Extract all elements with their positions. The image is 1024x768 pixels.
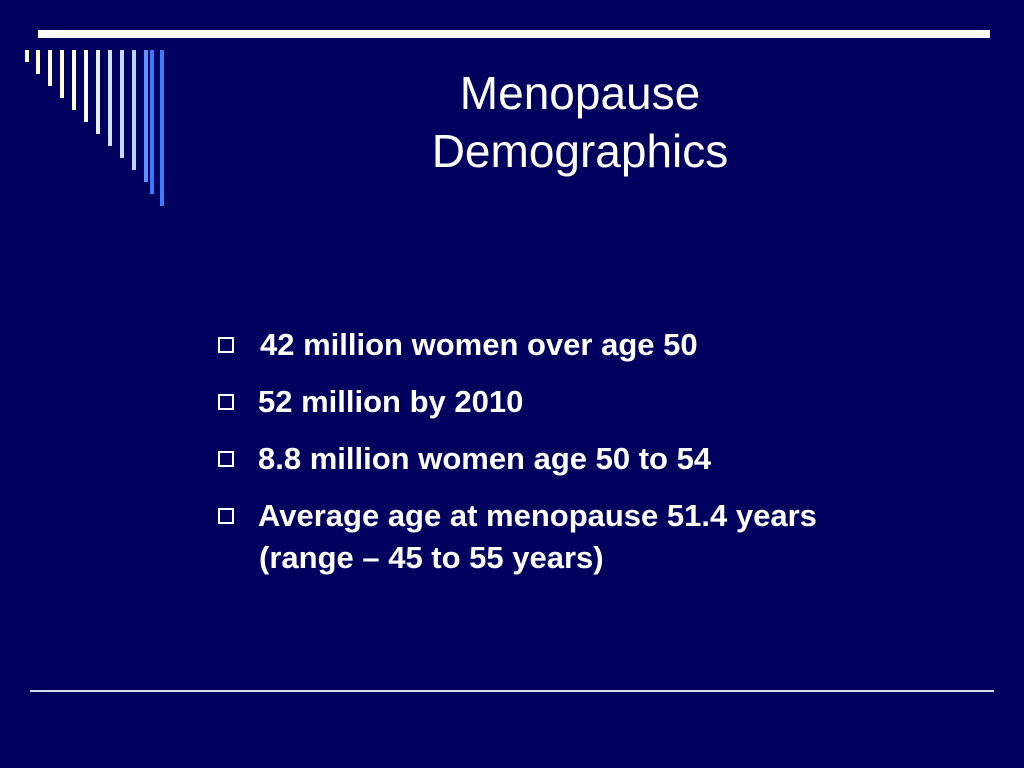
bullet-text: Average age at menopause 51.4 years — [258, 497, 817, 533]
bullet-item — [216, 430, 996, 487]
bullet-item — [216, 373, 996, 430]
bullet-text: 42 million women over age 50 — [260, 326, 698, 362]
bottom-rule — [30, 690, 994, 692]
top-rule — [38, 30, 990, 38]
bullet-item — [216, 316, 996, 373]
square-bullet-icon — [218, 451, 234, 467]
bullet-item — [216, 487, 996, 544]
title-line-1: Menopause — [459, 67, 701, 119]
bullet-continuation: (range – 45 to 55 years) — [259, 540, 604, 575]
bullet-text: 52 million by 2010 — [258, 383, 524, 419]
square-bullet-icon — [218, 394, 234, 410]
square-bullet-icon — [218, 337, 234, 353]
title-line-2: Demographics — [431, 125, 729, 177]
square-bullet-icon — [218, 508, 234, 524]
bullet-text: 8.8 million women age 50 to 54 — [258, 440, 712, 476]
slide-title — [330, 64, 830, 180]
bullet-list — [216, 316, 996, 544]
